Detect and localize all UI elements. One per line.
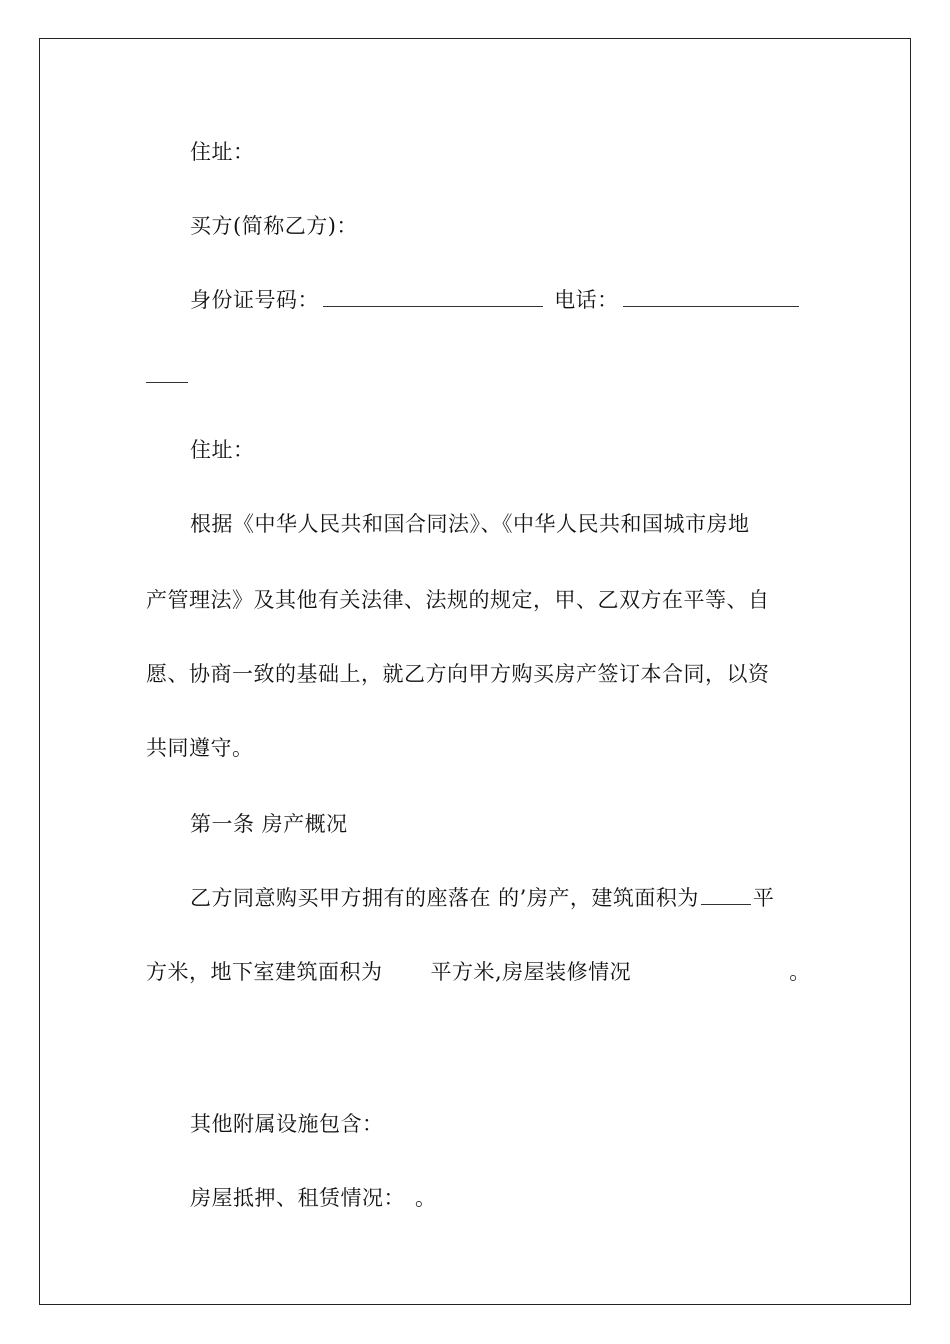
mortgage-label: 房屋抵押、租赁情况： [190, 1186, 405, 1210]
property-description: 乙方同意购买甲方拥有的座落在 的’房产，建筑面积为 [190, 886, 699, 910]
basement-row-end: 。 [789, 960, 811, 984]
phone-blank-continued [146, 364, 188, 383]
phone-blank [623, 288, 799, 307]
paragraph-1-line-1: 根据《中华人民共和国合同法》、《中华人民共和国城市房地 [190, 512, 750, 536]
phone-blank-continued-row [146, 362, 188, 390]
decoration-label: 平方米,房屋装修情况 [430, 960, 632, 984]
basement-area-label: 方米，地下室建筑面积为 [146, 960, 383, 984]
phone-label: 电话： [554, 288, 619, 312]
mortgage-row [190, 1184, 437, 1212]
mortgage-row-end: 。 [415, 1186, 437, 1210]
property-area-row [190, 884, 774, 912]
id-phone-row [190, 286, 799, 314]
address-label-buyer: 住址： [190, 438, 255, 462]
paragraph-1-line-2: 产管理法》及其他有关法律、法规的规定，甲、乙双方在平等、自 [146, 588, 770, 612]
paragraph-1-line-3: 愿、协商一致的基础上，就乙方向甲方购买房产签订本合同，以资 [146, 662, 770, 686]
id-number-blank [323, 288, 543, 307]
building-area-blank [701, 886, 751, 905]
id-number-label: 身份证号码： [190, 288, 319, 312]
buyer-label: 买方(简称乙方)： [190, 214, 358, 238]
facilities-label: 其他附属设施包含： [190, 1112, 384, 1136]
address-label-seller: 住址： [190, 140, 255, 164]
area-unit-start: 平 [752, 886, 775, 910]
basement-area-row [146, 958, 811, 986]
paragraph-1-line-4: 共同遵守。 [146, 736, 254, 760]
article-1-title: 第一条 房产概况 [190, 812, 348, 836]
